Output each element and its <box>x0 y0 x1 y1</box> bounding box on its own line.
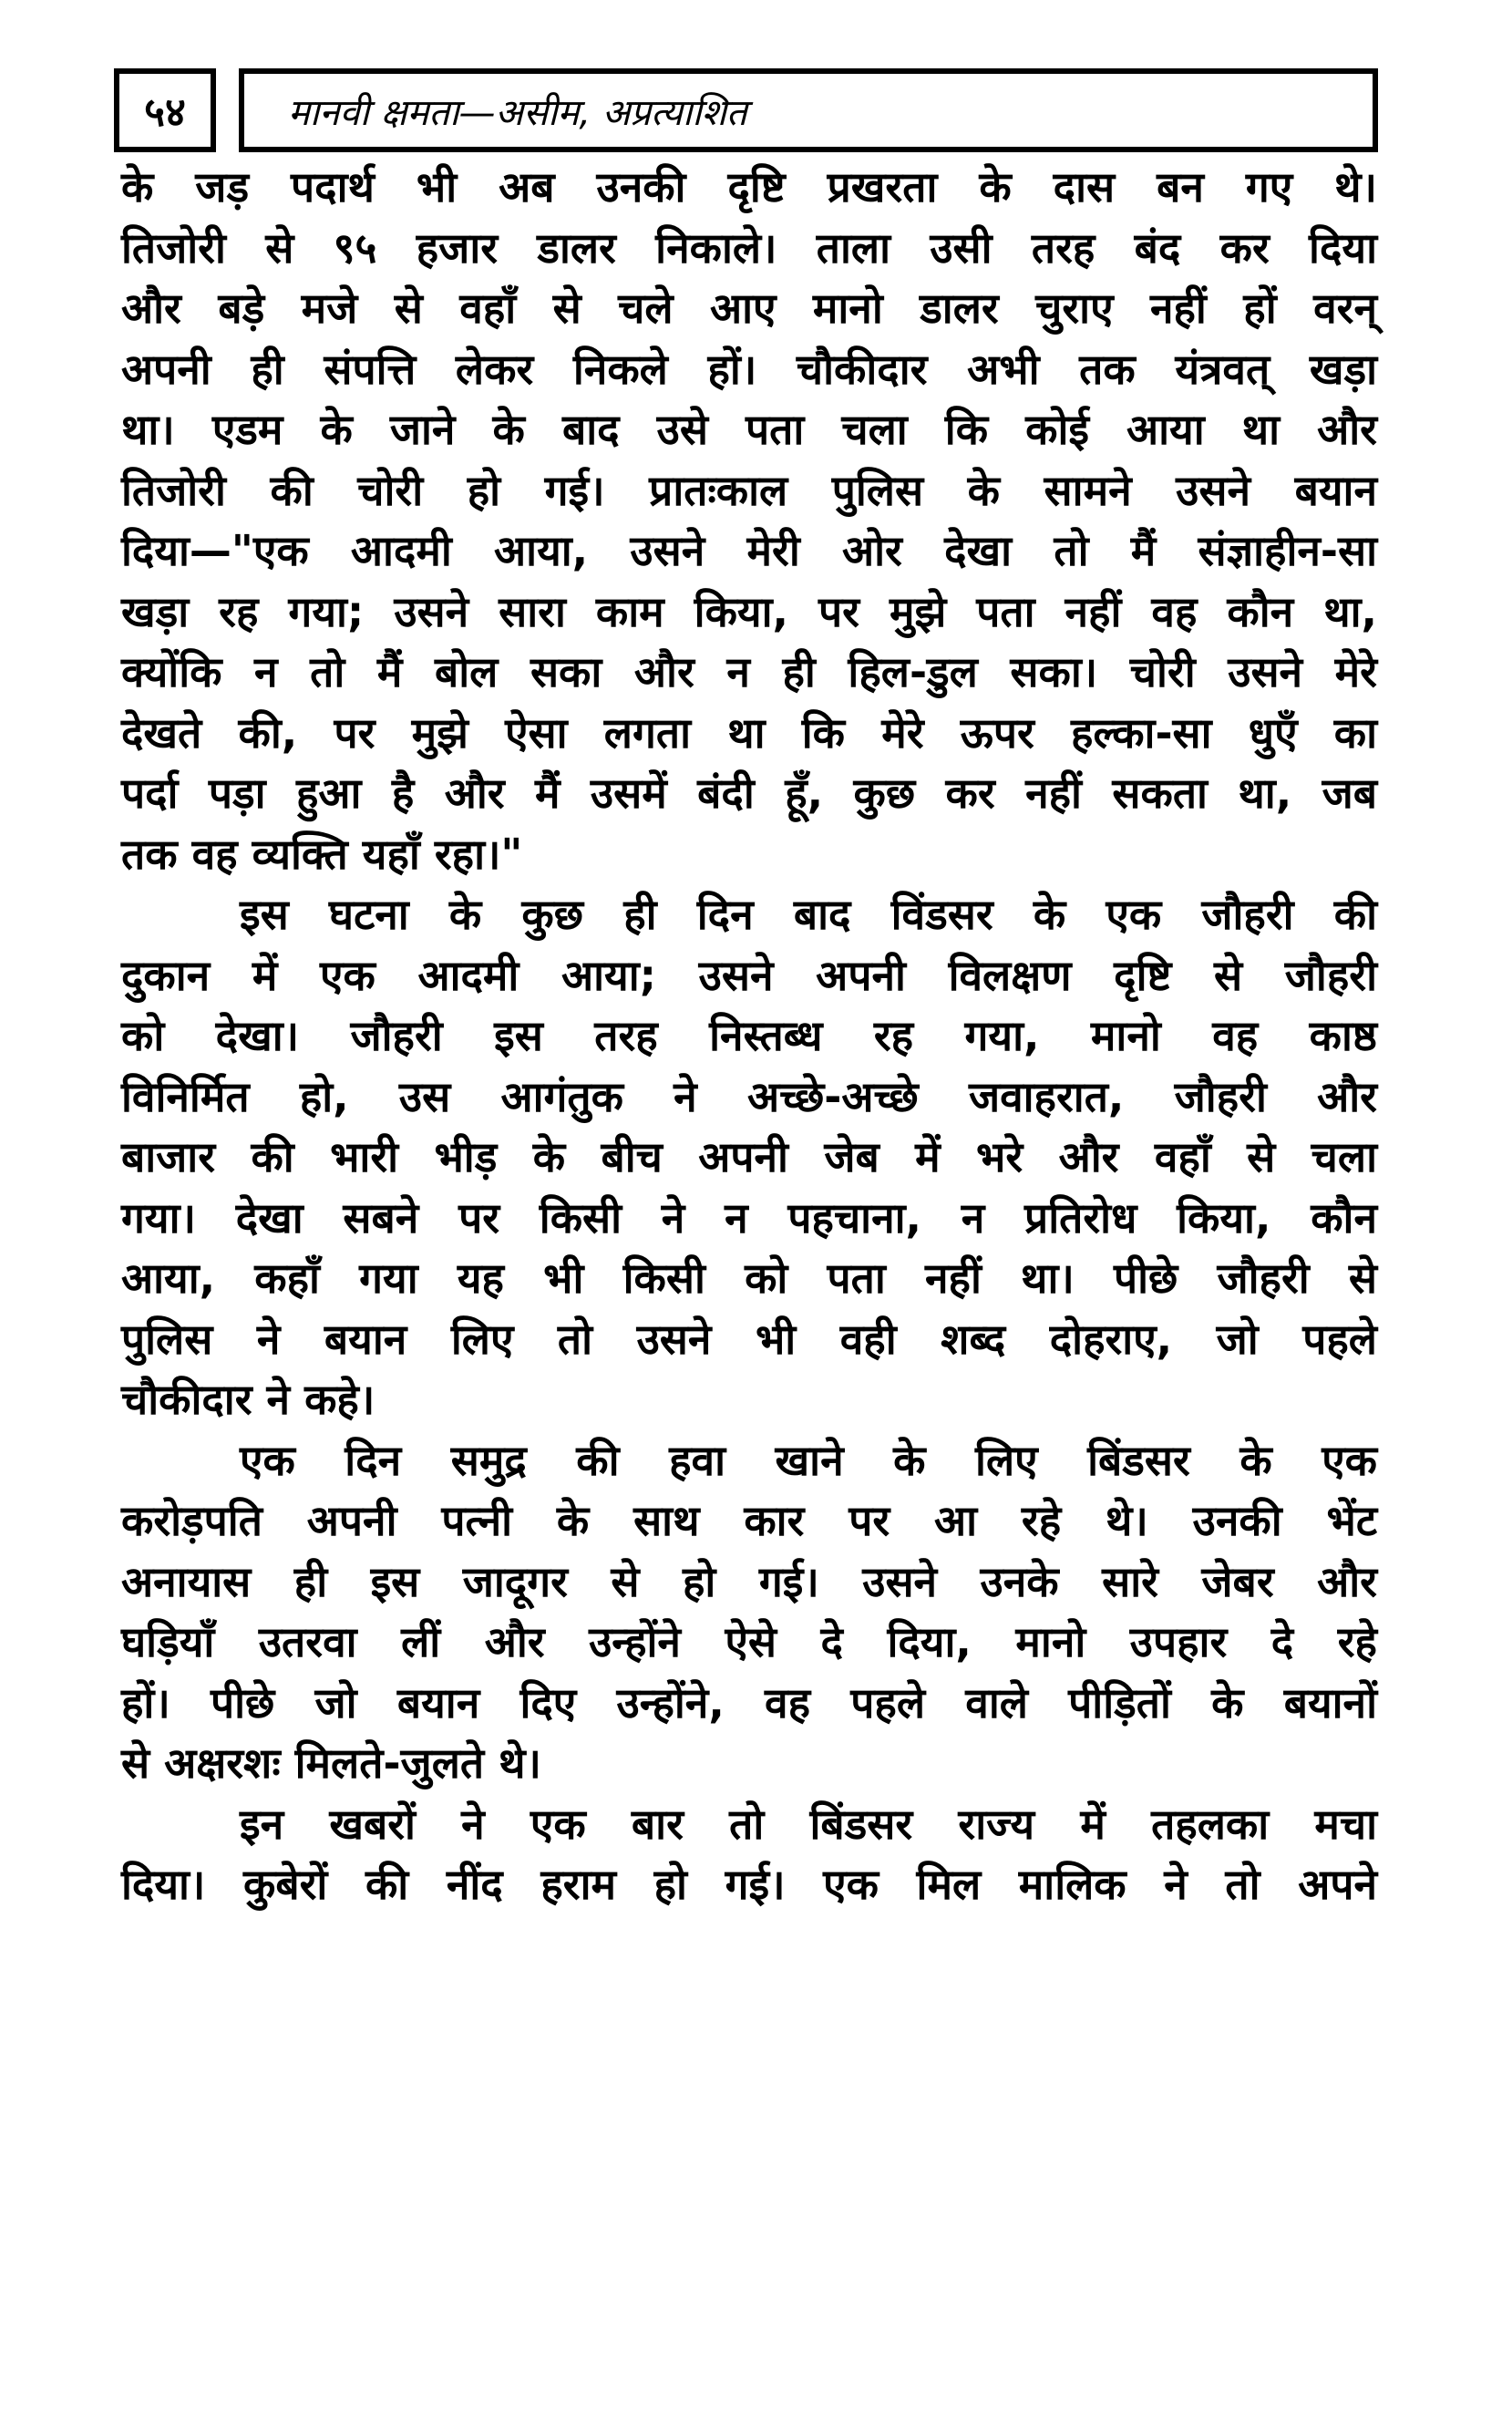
text-line: विनिर्मित हो, उस आगंतुक ने अच्छे-अच्छे जवाहरात, जौहरी और <box>121 1071 1377 1121</box>
text-line: करोड़पति अपनी पत्नी के साथ कार पर आ रहे थे। उनकी भेंट <box>121 1496 1377 1545</box>
text-line: पुलिस ने बयान लिए तो उसने भी वही शब्द दोहराए, जो पहले <box>121 1314 1377 1364</box>
text-line: तिजोरी से ९५ हजार डालर निकाले। ताला उसी तरह बंद कर दिया <box>121 222 1377 273</box>
text-line: तक वह व्यक्ति यहाँ रहा।" <box>121 829 523 879</box>
page-number-box <box>114 68 216 152</box>
text-line: घड़ियाँ उतरवा लीं और उन्होंने ऐसे दे दिया, मानो उपहार दे रहे <box>121 1617 1377 1666</box>
text-line: अनायास ही इस जादूगर से हो गई। उसने उनके सारे जेबर और <box>121 1556 1377 1606</box>
text-line: दिया। कुबेरों की नींद हराम हो गई। एक मिल मालिक ने तो अपने <box>121 1860 1377 1909</box>
text-line: आया, कहाँ गया यह भी किसी को पता नहीं था। पीछे जौहरी से <box>121 1253 1377 1303</box>
text-line: दिया—"एक आदमी आया, उसने मेरी ओर देखा तो मैं संज्ञाहीन-सा <box>121 526 1377 575</box>
text-line: के जड़ पदार्थ भी अब उनकी दृष्टि प्रखरता के दास बन गए थे। <box>121 162 1377 211</box>
text-line: गया। देखा सबने पर किसी ने न पहचाना, न प्रतिरोध किया, कौन <box>121 1192 1377 1243</box>
text-line: को देखा। जौहरी इस तरह निस्तब्ध रह गया, मानो वह काष्ठ <box>121 1011 1377 1060</box>
body-text <box>121 157 1377 1915</box>
text-line: बाजार की भारी भीड़ के बीच अपनी जेब में भरे और वहाँ से चला <box>121 1132 1377 1181</box>
text-line: दुकान में एक आदमी आया; उसने अपनी विलक्षण दृष्टि से जौहरी <box>121 950 1377 1000</box>
text-line: खड़ा रह गया; उसने सारा काम किया, पर मुझे पता नहीं वह कौन था, <box>121 586 1377 636</box>
text-line: हों। पीछे जो बयान दिए उन्होंने, वह पहले वाले पीड़ितों के बयानों <box>121 1677 1377 1727</box>
text-line: और बड़े मजे से वहाँ से चले आए मानो डालर चुराए नहीं हों वरन् <box>121 284 1377 333</box>
text-line: से अक्षरशः मिलते-जुलते थे। <box>121 1738 541 1788</box>
text-line: चौकीदार ने कहे। <box>121 1375 375 1424</box>
text-line: तिजोरी की चोरी हो गई। प्रातःकाल पुलिस के सामने उसने बयान <box>121 465 1377 515</box>
running-title: मानवी क्षमता—असीम, अप्रत्याशित <box>288 91 747 134</box>
running-header <box>239 68 1378 152</box>
page-number: ५४ <box>144 89 186 136</box>
text-line: था। एडम के जाने के बाद उसे पता चला कि कोई आया था और <box>121 405 1377 454</box>
text-line: एक दिन समुद्र की हवा खाने के लिए बिंडसर के एक <box>240 1435 1377 1485</box>
text-line: अपनी ही संपत्ति लेकर निकले हों। चौकीदार अभी तक यंत्रवत् खड़ा <box>121 344 1377 394</box>
text-line: देखते की, पर मुझे ऐसा लगता था कि मेरे ऊपर हल्का-सा धुएँ का <box>121 707 1377 758</box>
text-line: इन खबरों ने एक बार तो बिंडसर राज्य में तहलका मचा <box>240 1799 1377 1849</box>
text-line: क्योंकि न तो मैं बोल सका और न ही हिल-डुल सका। चोरी उसने मेरे <box>121 647 1377 696</box>
text-line: इस घटना के कुछ ही दिन बाद विंडसर के एक जौहरी की <box>240 890 1377 939</box>
text-line: पर्दा पड़ा हुआ है और मैं उसमें बंदी हूँ, कुछ कर नहीं सकता था, जब <box>121 768 1377 818</box>
